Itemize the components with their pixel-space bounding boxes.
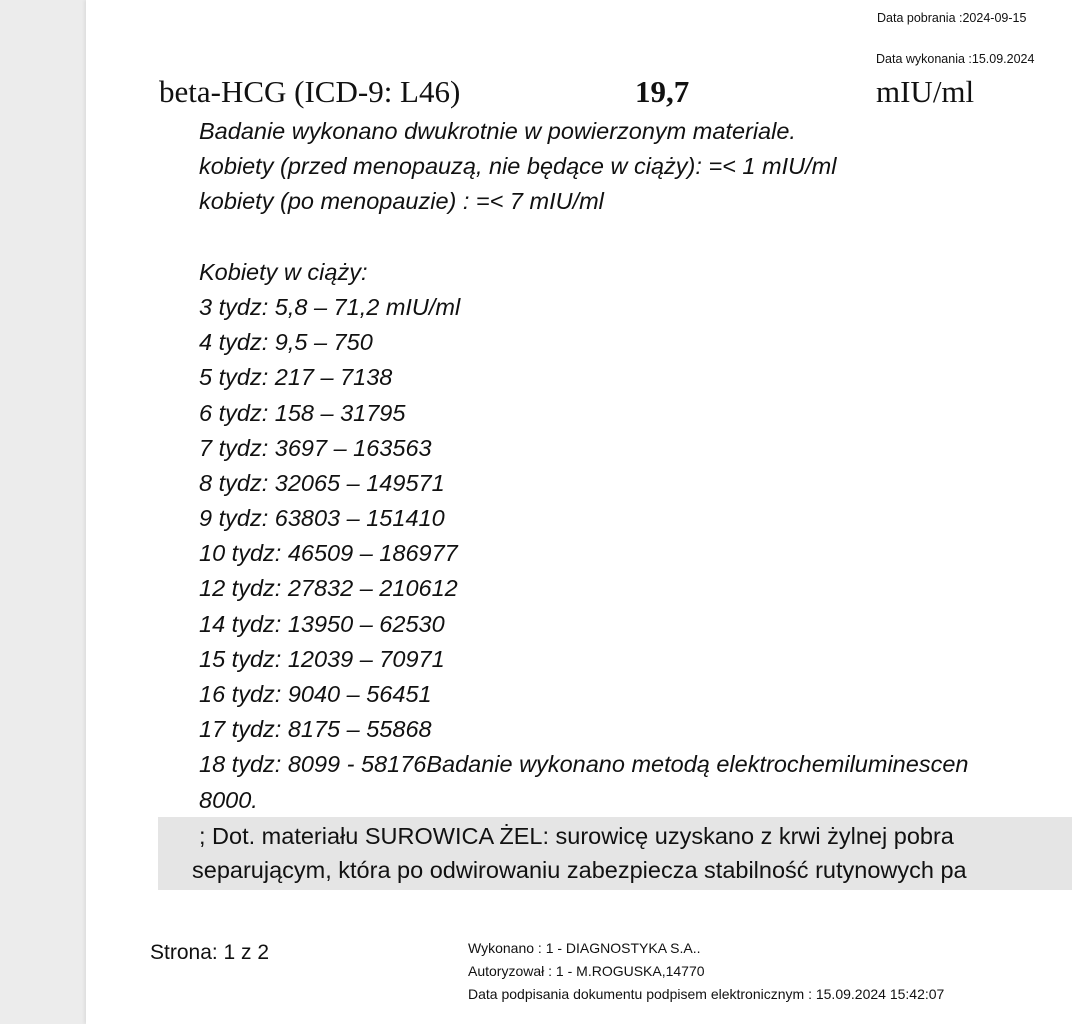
pregnancy-range-line: 10 tydz: 46509 – 186977	[199, 540, 458, 567]
pregnancy-range-line: 15 tydz: 12039 – 70971	[199, 645, 445, 672]
collection-date: Data pobrania :2024-09-15	[877, 11, 1027, 25]
pregnancy-range-line: 4 tydz: 9,5 – 750	[199, 329, 373, 356]
execution-date: Data wykonania :15.09.2024	[876, 52, 1035, 66]
pregnancy-range-line: 3 tydz: 5,8 – 71,2 mIU/ml	[199, 293, 461, 320]
result-value: 19,7	[635, 74, 690, 109]
comment-line: kobiety (po menopauzie) : =< 7 mIU/ml	[199, 188, 604, 215]
pregnancy-range-line: 16 tydz: 9040 – 56451	[199, 681, 432, 707]
page-number: Strona: 1 z 2	[150, 941, 270, 964]
material-note-line: ; Dot. materiału SUROWICA ŻEL: surowicę uzyskano z krwi żylnej pobra	[199, 823, 954, 849]
reference-comment	[199, 114, 968, 818]
pregnancy-range-line: 9 tydz: 63803 – 151410	[199, 505, 445, 532]
result-unit: mIU/ml	[876, 74, 975, 109]
signature-date: Data podpisania dokumentu podpisem elektronicznym : 15.09.2024 15:42:07	[468, 986, 945, 1002]
pregnancy-range-line: 18 tydz: 8099 - 58176Badanie wykonano metodą elektrochemiluminescen	[199, 751, 969, 778]
performed-by: Wykonano : 1 - DIAGNOSTYKA S.A..	[468, 940, 701, 956]
viewer-background	[0, 0, 86, 1024]
material-note-line: separującym, która po odwirowaniu zabezpiecza stabilność rutynowych pa	[192, 857, 967, 883]
comment-line: kobiety (przed menopauzą, nie będące w ciąży): =< 1 mIU/ml	[199, 153, 837, 180]
pregnancy-range-line: 8 tydz: 32065 – 149571	[199, 469, 445, 496]
material-note-box	[158, 817, 1072, 890]
pregnancy-range-line: 7 tydz: 3697 – 163563	[199, 434, 432, 461]
pregnancy-range-line: 17 tydz: 8175 – 55868	[199, 716, 432, 743]
document-page	[86, 0, 1072, 1024]
comment-line: Badanie wykonano dwukrotnie w powierzonym materiale.	[199, 118, 796, 144]
pregnancy-range-line: 12 tydz: 27832 – 210612	[199, 575, 458, 602]
test-name: beta-HCG (ICD-9: L46)	[159, 74, 461, 109]
pregnancy-range-line: 8000.	[199, 786, 258, 813]
pregnancy-range-line: 6 tydz: 158 – 31795	[199, 399, 406, 426]
pregnancy-range-line: 14 tydz: 13950 – 62530	[199, 610, 445, 637]
authorized-by: Autoryzował : 1 - M.ROGUSKA,14770	[468, 963, 705, 979]
pregnancy-heading: Kobiety w ciąży:	[199, 258, 368, 285]
pregnancy-range-line: 5 tydz: 217 – 7138	[199, 364, 393, 391]
spacer	[199, 220, 968, 255]
